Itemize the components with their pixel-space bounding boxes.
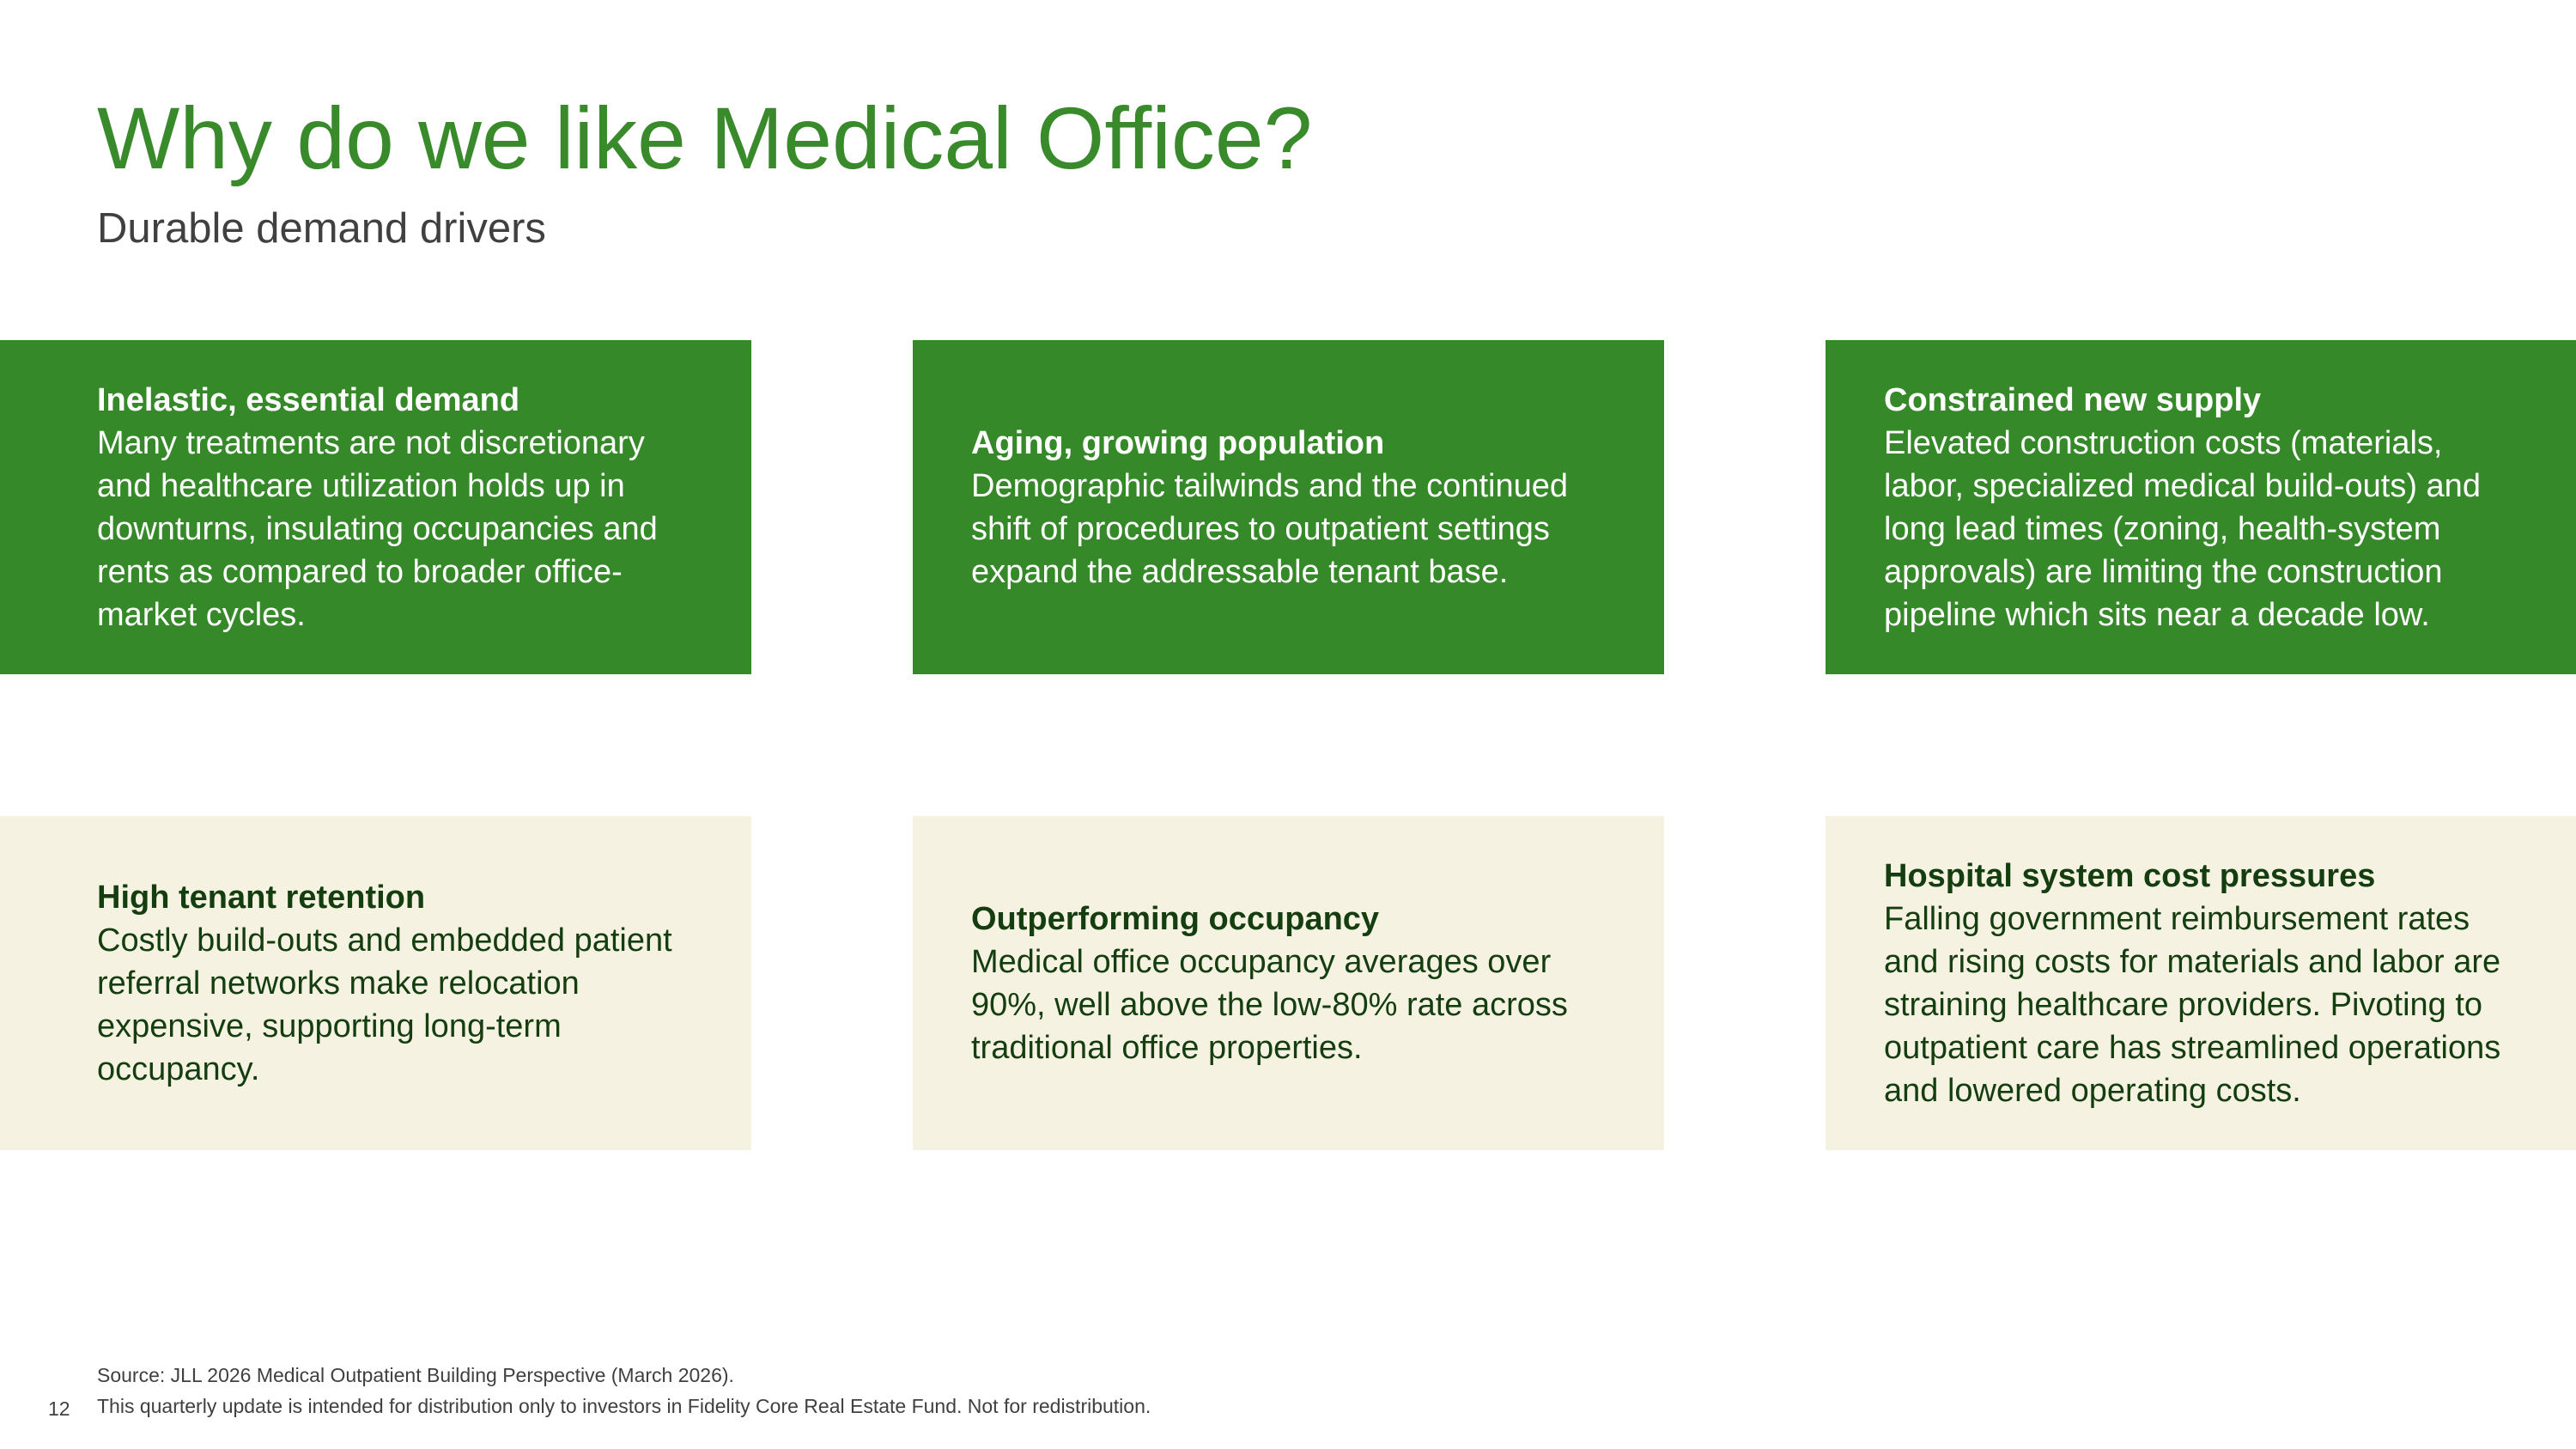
card-hospital-cost-pressures: [1826, 816, 2576, 1150]
card-body: Medical office occupancy averages over 90%, well above the low-80% rate across traditional office properties.: [971, 943, 1568, 1066]
card-body: Demographic tailwinds and the continued shift of procedures to outpatient settings expand the addressable tenant base.: [971, 467, 1568, 590]
card-body: Many treatments are not discretionary and healthcare utilization holds up in downturns, insulating occupancies and rents as compared to broader office-market cycles.: [97, 424, 658, 633]
card-heading: Constrained new supply: [1884, 381, 2262, 418]
card-heading: Inelastic, essential demand: [97, 381, 520, 418]
source-footnote: Source: JLL 2026 Medical Outpatient Building Perspective (March 2026).: [97, 1364, 734, 1386]
card-body: Costly build-outs and embedded patient referral networks make relocation expensive, supporting long-term occupancy.: [97, 922, 672, 1087]
card-body: Falling government reimbursement rates and rising costs for materials and labor are straining healthcare providers. Pivoting to outpatient care has streamlined operations and lowered operating costs.: [1884, 900, 2501, 1109]
card-tenant-retention: [0, 816, 751, 1150]
slide-subtitle: Durable demand drivers: [97, 205, 546, 252]
slide-title: Why do we like Medical Office?: [97, 89, 1313, 187]
card-constrained-supply: [1826, 340, 2576, 674]
card-body: Elevated construction costs (materials, labor, specialized medical build-outs) and long lead times (zoning, health-system approvals) are limiting the construction pipeline which sits near a decade low.: [1884, 424, 2481, 633]
page-number: 12: [48, 1397, 70, 1420]
card-heading: Hospital system cost pressures: [1884, 857, 2376, 894]
card-heading: Aging, growing population: [971, 424, 1385, 461]
card-aging-population: [913, 340, 1664, 674]
card-outperforming-occupancy: [913, 816, 1664, 1150]
card-heading: Outperforming occupancy: [971, 900, 1380, 937]
disclaimer-footnote: This quarterly update is intended for distribution only to investors in Fidelity Core Real Estate Fund. Not for redistribution.: [97, 1395, 1151, 1417]
card-inelastic-demand: [0, 340, 751, 674]
card-heading: High tenant retention: [97, 879, 426, 916]
